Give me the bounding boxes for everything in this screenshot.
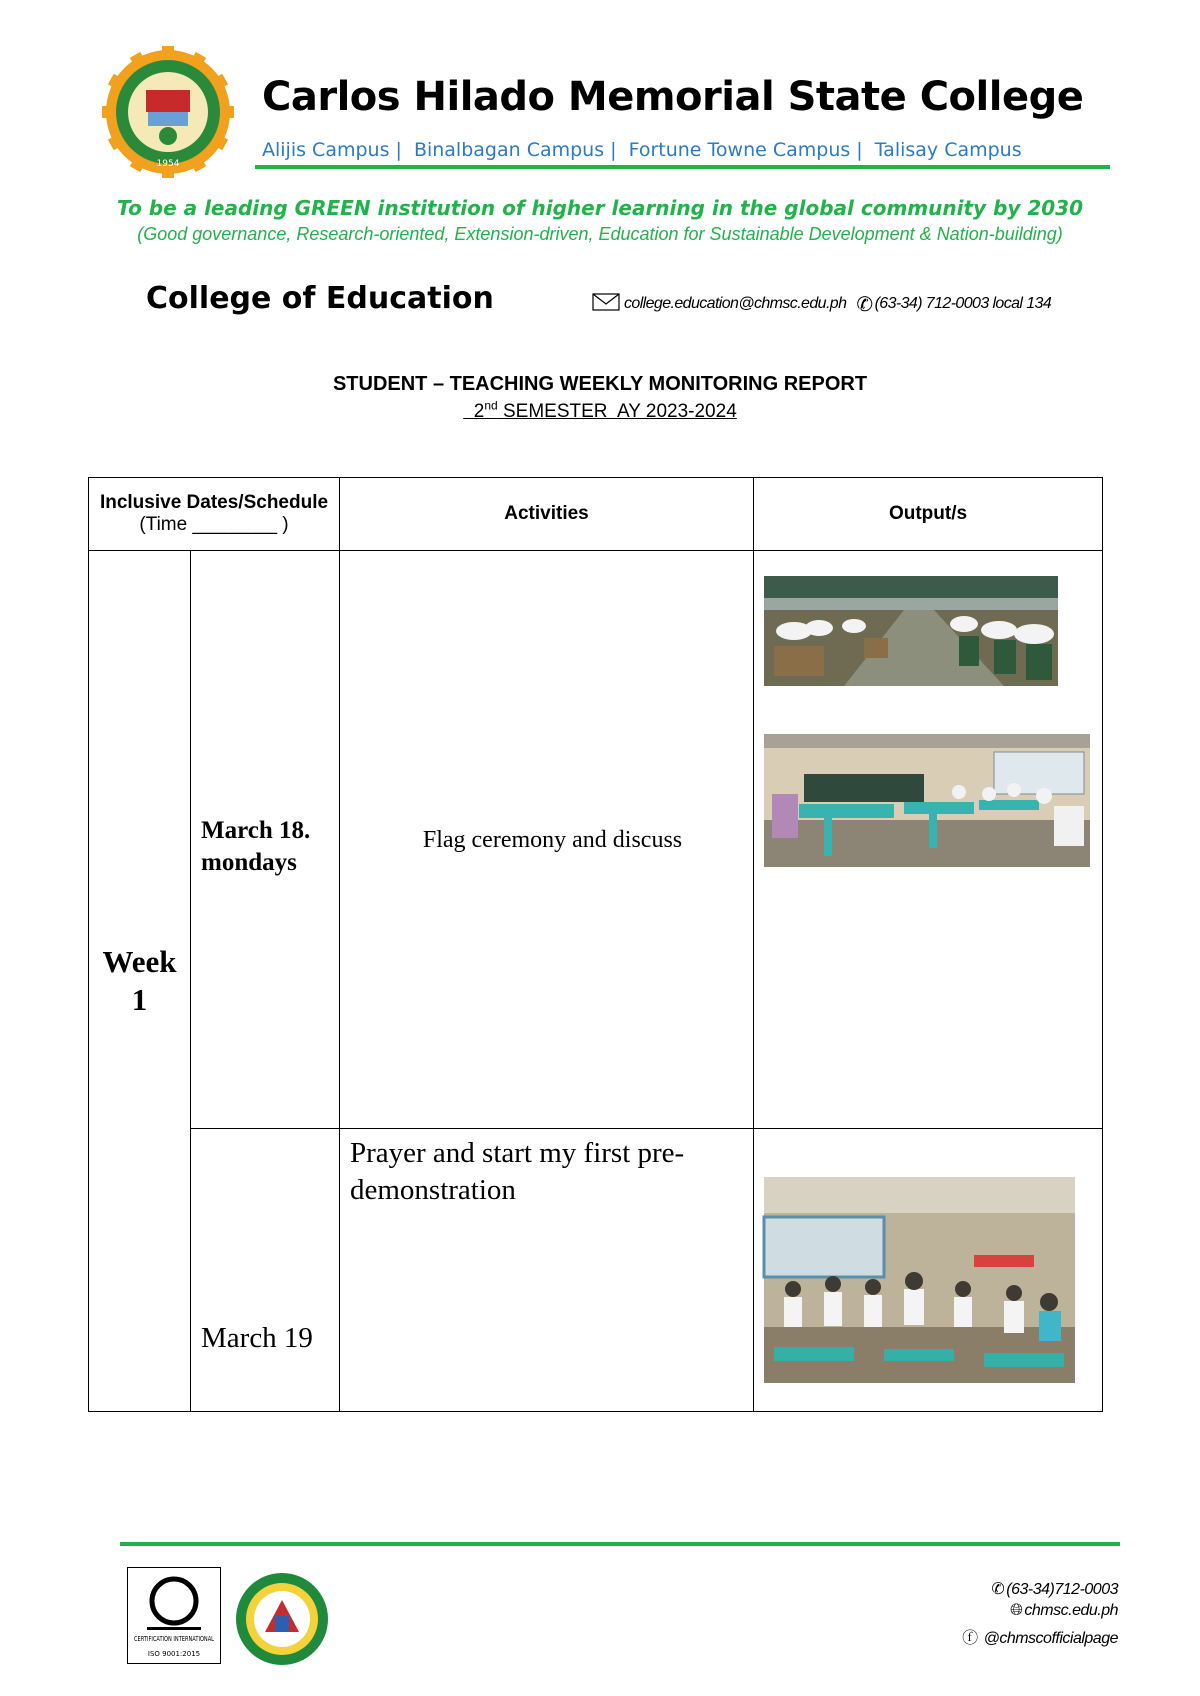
footer-facebook[interactable] <box>962 1625 1118 1648</box>
table-header-row <box>89 478 1103 551</box>
phone-icon: ✆ <box>991 1581 1005 1598</box>
row-outputs <box>754 551 1103 1129</box>
row-outputs <box>754 1129 1103 1412</box>
svg-text:1954: 1954 <box>156 159 180 169</box>
college-seal <box>235 1572 329 1666</box>
department-name: College of Education <box>146 281 494 316</box>
semester-text: SEMESTER AY 2023-2024 <box>497 401 737 423</box>
week-cell <box>89 551 191 1412</box>
facebook-icon: ⓕ <box>962 1630 978 1647</box>
footer-website-text[interactable]: chmsc.edu.ph <box>1024 1602 1118 1619</box>
campus-fortune-towne: Fortune Towne Campus <box>628 139 851 161</box>
department-email[interactable]: college.education@chmsc.edu.ph <box>624 295 847 312</box>
separator: | <box>395 139 402 161</box>
campus-talisay: Talisay Campus <box>874 139 1022 161</box>
svg-text:ISO 9001:2015: ISO 9001:2015 <box>147 1650 201 1658</box>
header-dates <box>89 478 340 551</box>
department-contact <box>592 292 1051 317</box>
campus-binalbagan: Binalbagan Campus <box>413 139 605 161</box>
college-logo <box>102 46 234 178</box>
table-row <box>89 551 1103 1129</box>
row-activity: Prayer and start my first pre-demonstration <box>340 1129 754 1412</box>
row-activity: Flag ceremony and discuss <box>340 551 754 1129</box>
phone-icon: ✆ <box>856 294 873 316</box>
footer-phone-text: (63-34)712-0003 <box>1006 1581 1118 1598</box>
separator: | <box>856 139 863 161</box>
header-dates-label: Inclusive Dates/Schedule <box>99 492 329 513</box>
semester-ordinal-suffix: nd <box>484 399 498 413</box>
header-outputs: Output/s <box>754 478 1103 551</box>
mail-icon <box>592 293 620 311</box>
campus-alijis: Alijis Campus <box>262 139 390 161</box>
semester-line <box>0 399 1200 423</box>
core-values: (Good governance, Research-oriented, Extension-driven, Education for Sustainable Development & Nation-building) <box>137 224 1063 244</box>
semester-ordinal: 2 <box>473 401 485 423</box>
pre-demonstration-photo <box>764 1177 1075 1383</box>
header-activities: Activities <box>340 478 754 551</box>
separator: | <box>610 139 617 161</box>
row-date: March 18. mondays <box>191 551 340 1129</box>
classroom-photo <box>764 734 1090 867</box>
report-title: STUDENT – TEACHING WEEKLY MONITORING REPORT <box>332 373 868 395</box>
flag-ceremony-photo <box>764 576 1058 686</box>
week-label: Week <box>102 944 177 979</box>
footer-website[interactable] <box>1010 1602 1118 1620</box>
college-name: Carlos Hilado Memorial State College <box>262 74 1084 120</box>
row-date: March 19 <box>191 1129 340 1412</box>
campus-list <box>262 139 1022 161</box>
footer-phone <box>991 1579 1118 1599</box>
department-phone: (63-34) 712-0003 local 134 <box>874 295 1052 312</box>
svg-text:CERTIFICATION INTERNATIONAL: CERTIFICATION INTERNATIONAL <box>134 1635 215 1643</box>
header-divider <box>255 165 1110 169</box>
vision-statement: To be a leading GREEN institution of higher learning in the global community by 2030 <box>117 196 1083 220</box>
week-number: 1 <box>131 982 148 1017</box>
table-row <box>89 1129 1103 1412</box>
monitoring-table <box>88 477 1103 1412</box>
header-time-label: (Time ________ ) <box>139 514 289 535</box>
globe-icon: 🌐︎ <box>1010 1602 1023 1619</box>
iso-certification-logo <box>127 1567 221 1664</box>
footer-facebook-text[interactable]: @chmscofficialpage <box>983 1630 1118 1647</box>
footer-divider <box>120 1542 1120 1546</box>
